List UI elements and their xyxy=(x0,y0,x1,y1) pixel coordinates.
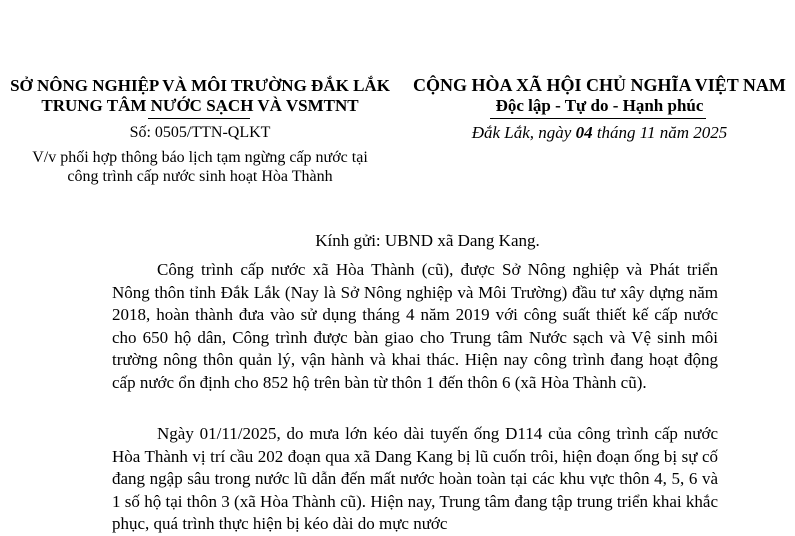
motto-underline xyxy=(490,118,706,119)
subject-line-1: V/v phối hợp thông báo lịch tạm ngừng cấp nước tại xyxy=(32,149,368,166)
date-day: 04 xyxy=(575,123,593,142)
date-suffix: tháng 11 năm 2025 xyxy=(592,123,728,142)
org-underline xyxy=(148,118,250,119)
recipient: Kính gửi: UBND xã Dang Kang. xyxy=(315,231,540,250)
motto: Độc lập - Tự do - Hạnh phúc xyxy=(495,96,704,115)
body-paragraph-1: Công trình cấp nước xã Hòa Thành (cũ), được Sở Nông nghiệp và Phát triển Nông thôn tỉnh Đắk Lắk (Nay là Sở Nông nghiệp và Môi Trường) đầu tư xây dựng năm 2018, hoàn thành đưa vào sử dụng tháng 4 năm 2019 với công suất thiết kế cấp nước cho 650 hộ dân, Công trình được bàn giao cho Trung tâm Nước sạch và Vệ sinh môi trường nông thôn quản lý, vận hành và khai thác. Hiện nay công trình đang hoạt động cấp nước ổn định cho 852 hộ trên bàn từ thôn 1 đến thôn 6 (xã Hòa Thành cũ). xyxy=(112,260,718,392)
document-date xyxy=(412,123,787,143)
org-unit-name: TRUNG TÂM NƯỚC SẠCH VÀ VSMTNT xyxy=(41,96,359,115)
org-parent-name: SỞ NÔNG NGHIỆP VÀ MÔI TRƯỜNG ĐẮK LẮK xyxy=(10,76,390,95)
document-number: Số: 0505/TTN-QLKT xyxy=(129,124,271,141)
body-paragraph-2: Ngày 01/11/2025, do mưa lớn kéo dài tuyến ống D114 của công trình cấp nước Hòa Thành vị trí cầu 202 đoạn qua xã Dang Kang bị lũ cuốn trôi, hiện đoạn ống bị sự cố đang ngập sâu trong nước lũ dẫn đến mất nước hoàn toàn tại các khu vực thôn 4, 5, 6 và 1 số hộ tại thôn 3 (xã Hòa Thành cũ). Hiện nay, Trung tâm đang tập trung triển khai khắc phục, quá trình thực hiện bị kéo dài do mực nước xyxy=(112,424,718,534)
nation-title: CỘNG HÒA XÃ HỘI CHỦ NGHĨA VIỆT NAM xyxy=(413,75,786,95)
date-prefix: Đắk Lắk, ngày xyxy=(471,123,576,142)
subject-line-2: công trình cấp nước sinh hoạt Hòa Thành xyxy=(67,168,333,185)
